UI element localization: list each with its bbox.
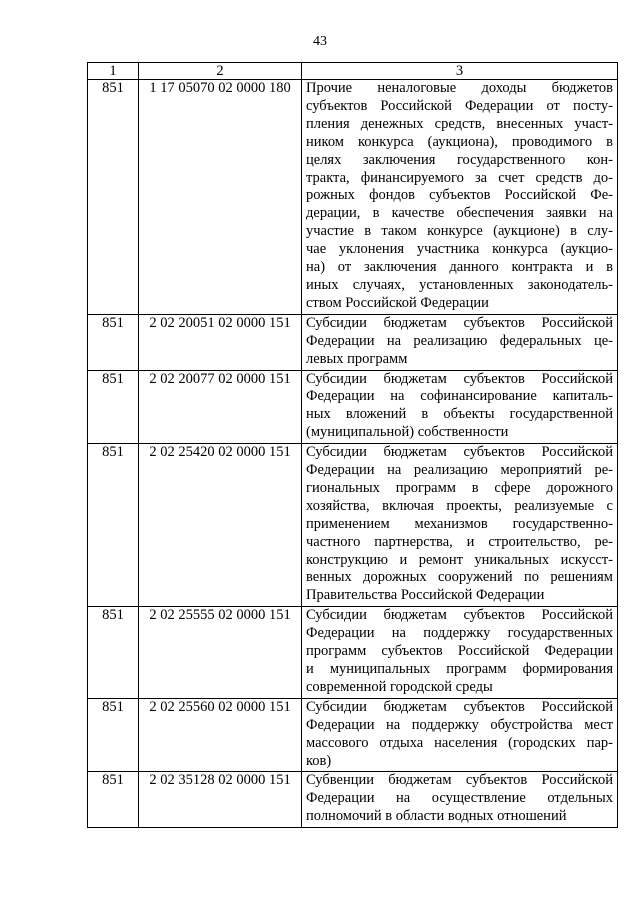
description-line: субъектов Российской Федерации от посту- <box>306 97 613 114</box>
description-line: рожных фондов субъектов Российской Фе- <box>306 187 613 204</box>
description-line: целях заключения государственного кон- <box>306 151 613 168</box>
description-line: Прочие неналоговые доходы бюджетов <box>306 80 613 96</box>
description-cell <box>302 370 618 444</box>
description-line: Федерации на реализацию федеральных це- <box>306 332 613 349</box>
admin-code-cell: 851 <box>88 607 139 699</box>
admin-code-cell: 851 <box>88 444 139 607</box>
description-line: (муниципальной) собственности <box>306 424 509 441</box>
description-line: Правительства Российской Федерации <box>306 587 545 604</box>
description-line: ством Российской Федерации <box>306 294 489 311</box>
revenue-code-cell: 2 02 25555 02 0000 151 <box>139 607 302 699</box>
table-row <box>88 772 618 828</box>
revenue-code-cell: 1 17 05070 02 0000 180 <box>139 80 302 315</box>
description-line: ков) <box>306 752 332 769</box>
description-line: Федерации на софинансирование капиталь- <box>306 388 613 405</box>
table-row <box>88 314 618 370</box>
admin-code-cell: 851 <box>88 370 139 444</box>
description-line: участие в таком конкурсе (аукционе) в слу- <box>306 223 613 240</box>
description-line: программ субъектов Российской Федерации <box>306 643 613 660</box>
description-line: дерации, в качестве обеспечения заявки на <box>306 205 613 222</box>
description-line: иных случаях, установленных законодатель- <box>306 276 613 293</box>
description-line: ником конкурса (аукциона), проводимого в <box>306 133 613 150</box>
revenue-codes-table <box>87 62 618 828</box>
description-line: Субсидии бюджетам субъектов Российской <box>306 314 613 331</box>
description-line: Федерации на поддержку государственных <box>306 625 613 642</box>
admin-code-cell: 851 <box>88 698 139 772</box>
column-header-2: 2 <box>139 63 302 80</box>
table-row <box>88 607 618 699</box>
admin-code-cell: 851 <box>88 314 139 370</box>
column-header-1: 1 <box>88 63 139 80</box>
description-line: частного партнерства, и строительство, ре- <box>306 533 613 550</box>
description-line: Федерации на поддержку обустройства мест <box>306 716 613 733</box>
admin-code-cell: 851 <box>88 80 139 315</box>
revenue-code-cell: 2 02 20051 02 0000 151 <box>139 314 302 370</box>
admin-code-cell: 851 <box>88 772 139 828</box>
table-row <box>88 80 618 315</box>
table-body <box>88 80 618 828</box>
revenue-code-cell: 2 02 25420 02 0000 151 <box>139 444 302 607</box>
description-line: применением механизмов государственно- <box>306 515 613 532</box>
table-row <box>88 698 618 772</box>
description-cell <box>302 607 618 699</box>
column-header-3: 3 <box>302 63 618 80</box>
description-line: и муниципальных программ формирования <box>306 661 613 677</box>
revenue-code-cell: 2 02 20077 02 0000 151 <box>139 370 302 444</box>
description-line: тракта, финансируемого за счет средств до- <box>306 169 613 186</box>
table-row <box>88 444 618 607</box>
description-cell <box>302 80 618 315</box>
description-line: Субсидии бюджетам субъектов Российской <box>306 607 613 624</box>
header-row <box>88 63 618 80</box>
description-line: конструкцию и ремонт уникальных искусст- <box>306 551 613 568</box>
description-line: на) от заключения данного контракта и в <box>306 259 613 276</box>
description-cell <box>302 444 618 607</box>
description-line: полномочий в области водных отношений <box>306 808 567 825</box>
description-line: Федерации на реализацию мероприятий ре- <box>306 462 613 479</box>
description-line: чае уклонения участника конкурса (аукцио- <box>306 241 613 258</box>
description-line: левых программ <box>306 350 408 367</box>
table-header <box>88 63 618 80</box>
description-line: венных дорожных сооружений по решениям <box>306 569 613 586</box>
description-line: Субсидии бюджетам субъектов Российской <box>306 370 613 387</box>
revenue-code-cell: 2 02 25560 02 0000 151 <box>139 698 302 772</box>
description-line: хозяйства, включая проекты, реализуемые с <box>306 497 613 514</box>
description-line: Субсидии бюджетам субъектов Российской <box>306 444 613 461</box>
description-cell <box>302 772 618 828</box>
table-row <box>88 370 618 444</box>
description-cell <box>302 314 618 370</box>
page-number: 43 <box>313 34 327 49</box>
description-line: ных вложений в объекты государственной <box>306 406 613 423</box>
description-line: современной городской среды <box>306 678 493 695</box>
revenue-code-cell: 2 02 35128 02 0000 151 <box>139 772 302 828</box>
description-cell <box>302 698 618 772</box>
description-line: пления денежных средств, внесенных участ- <box>306 115 613 132</box>
description-line: массового отдыха населения (городских пар- <box>306 734 613 751</box>
description-line: Субвенции бюджетам субъектов Российской <box>306 772 613 789</box>
description-line: гиональных программ в сфере дорожного <box>306 479 613 496</box>
description-line: Федерации на осуществление отдельных <box>306 790 613 807</box>
description-line: Субсидии бюджетам субъектов Российской <box>306 698 613 715</box>
